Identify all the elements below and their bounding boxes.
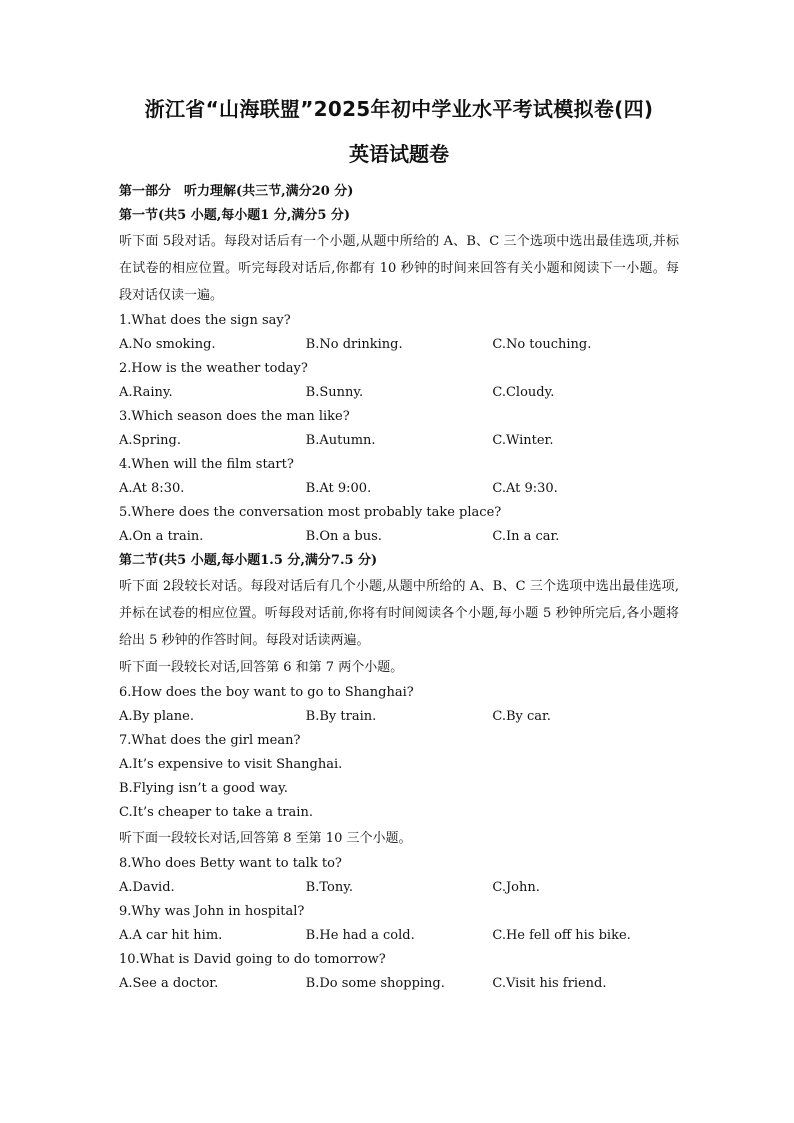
option-c: C.John. — [492, 880, 540, 895]
option-b: B.Flying isn’t a good way. — [119, 781, 288, 796]
option-b: B.No drinking. — [305, 337, 403, 352]
option-a: A.See a doctor. — [119, 976, 219, 991]
option-a: A.By plane. — [119, 709, 194, 724]
option-row — [119, 525, 679, 549]
question-block — [119, 681, 679, 729]
exam-page — [119, 95, 679, 996]
option-c: C.By car. — [492, 709, 551, 724]
option-c: C.Visit his friend. — [492, 976, 607, 991]
question-text: 8.Who does Betty want to talk to? — [119, 856, 342, 871]
option-b: B.At 9:00. — [305, 481, 372, 496]
option-a: A.David. — [119, 880, 175, 895]
option-row — [119, 705, 679, 729]
question-block — [119, 900, 679, 948]
option-c: C.He fell off his bike. — [492, 928, 631, 943]
option-a: A.Rainy. — [119, 385, 173, 400]
option-row — [119, 972, 679, 996]
section1-instructions: 听下面 5段对话。每段对话后有一个小题,从题中所给的 A、B、C 三个选项中选出最佳选项,并标在试卷的相应位置。听完每段对话后,你都有 10 秒钟的时间来回答有关小题和阅读下一小题。每段对话仅读一遍。 — [119, 234, 679, 303]
dialog1-intro: 听下面一段较长对话,回答第 6 和第 7 两个小题。 — [119, 660, 404, 675]
option-c: C.At 9:30. — [492, 481, 558, 496]
question-text: 5.Where does the conversation most probably take place? — [119, 505, 502, 520]
page-title: 浙江省“山海联盟”2025年初中学业水平考试模拟卷(四) — [144, 97, 654, 121]
question-block — [119, 729, 679, 825]
option-row — [119, 429, 679, 453]
question-text: 2.How is the weather today? — [119, 361, 308, 376]
option-row — [119, 381, 679, 405]
question-block — [119, 357, 679, 405]
option-a: A.Spring. — [119, 433, 181, 448]
page-subtitle: 英语试题卷 — [349, 142, 449, 166]
option-b: B.He had a cold. — [305, 928, 415, 943]
option-b: B.Do some shopping. — [305, 976, 445, 991]
question-text: 10.What is David going to do tomorrow? — [119, 952, 386, 967]
question-block — [119, 453, 679, 501]
option-a: A.It’s expensive to visit Shanghai. — [119, 757, 343, 772]
question-text: 9.Why was John in hospital? — [119, 904, 305, 919]
question-text: 6.How does the boy want to go to Shanghai? — [119, 685, 414, 700]
option-row — [119, 924, 679, 948]
question-text: 7.What does the girl mean? — [119, 733, 301, 748]
option-b: B.Autumn. — [305, 433, 376, 448]
question-block — [119, 852, 679, 900]
option-a: A.On a train. — [119, 529, 204, 544]
question-block — [119, 948, 679, 996]
option-a: A.At 8:30. — [119, 481, 185, 496]
option-a: A.A car hit him. — [119, 928, 223, 943]
section2-heading: 第二节(共5 小题,每小题1.5 分,满分7.5 分) — [119, 553, 378, 568]
section2-instructions: 听下面 2段较长对话。每段对话后有几个小题,从题中所给的 A、B、C 三个选项中选出最佳选项,并标在试卷的相应位置。听每段对话前,你将有时间阅读各个小题,每小题 5 秒钟所完后,各小题将给出 5 秒钟的作答时间。每段对话读两遍。 — [119, 579, 679, 648]
option-row — [119, 876, 679, 900]
question-block — [119, 405, 679, 453]
option-row — [119, 477, 679, 501]
option-c: C.No touching. — [492, 337, 592, 352]
option-c: C.In a car. — [492, 529, 560, 544]
question-block — [119, 501, 679, 549]
option-a: A.No smoking. — [119, 337, 216, 352]
question-block — [119, 309, 679, 357]
section1-heading: 第一节(共5 小题,每小题1 分,满分5 分) — [119, 208, 351, 223]
option-row — [119, 333, 679, 357]
option-b: B.Sunny. — [305, 385, 364, 400]
option-b: B.On a bus. — [305, 529, 382, 544]
option-c: C.Winter. — [492, 433, 554, 448]
option-c: C.Cloudy. — [492, 385, 555, 400]
option-b: B.By train. — [305, 709, 377, 724]
option-c: C.It’s cheaper to take a train. — [119, 805, 313, 820]
part1-heading: 第一部分 听力理解(共三节,满分20 分) — [119, 184, 354, 199]
question-text: 3.Which season does the man like? — [119, 409, 350, 424]
dialog2-intro: 听下面一段较长对话,回答第 8 至第 10 三个小题。 — [119, 831, 412, 846]
option-b: B.Tony. — [305, 880, 353, 895]
question-text: 4.When will the film start? — [119, 457, 294, 472]
question-text: 1.What does the sign say? — [119, 313, 291, 328]
